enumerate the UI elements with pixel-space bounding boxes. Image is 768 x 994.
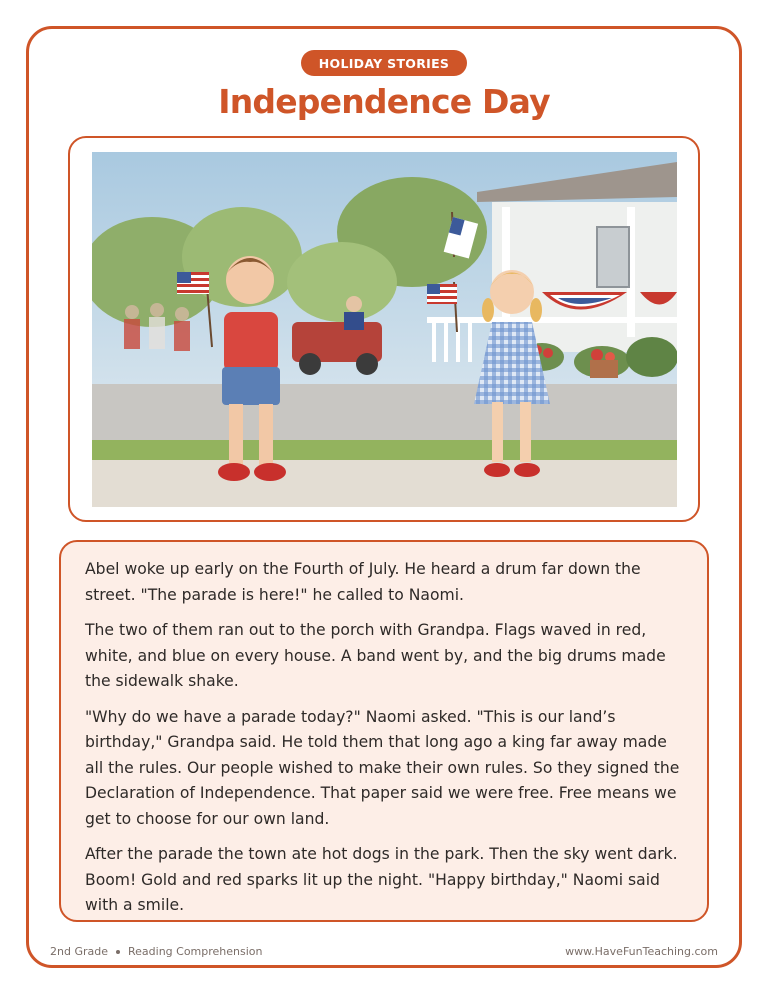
illustration-frame <box>68 136 700 522</box>
footer-grade-info <box>50 945 263 958</box>
footer-website[interactable]: www.HaveFunTeaching.com <box>565 945 718 958</box>
story-paragraph-3: "Why do we have a parade today?" Naomi asked. "This is our land’s birthday," Grandpa said. He told them that long ago a king far away made all the rules. Our people wished to make their own rules. So they signed the Declaration of Independence. That paper said we were free. Free means we get to choose for our own land. <box>85 707 680 828</box>
category-badge: HOLIDAY STORIES <box>301 50 467 76</box>
page-title: Independence Day <box>218 82 550 121</box>
story-text-box <box>59 540 709 922</box>
bullet-dot-icon <box>116 950 120 954</box>
footer-subject: Reading Comprehension <box>128 945 263 958</box>
story-paragraph-1: Abel woke up early on the Fourth of July. He heard a drum far down the street. "The parade is here!" he called to Naomi. <box>85 560 641 604</box>
story-paragraph-2: The two of them ran out to the porch with Grandpa. Flags waved in red, white, and blue on every house. A band went by, and the big drums made the sidewalk shake. <box>85 621 666 690</box>
parade-illustration <box>92 152 677 507</box>
footer-grade: 2nd Grade <box>50 945 108 958</box>
story-paragraph-4: After the parade the town ate hot dogs in the park. Then the sky went dark. Boom! Gold and red sparks lit up the night. "Happy birthday," Naomi said with a smile. <box>85 845 678 914</box>
